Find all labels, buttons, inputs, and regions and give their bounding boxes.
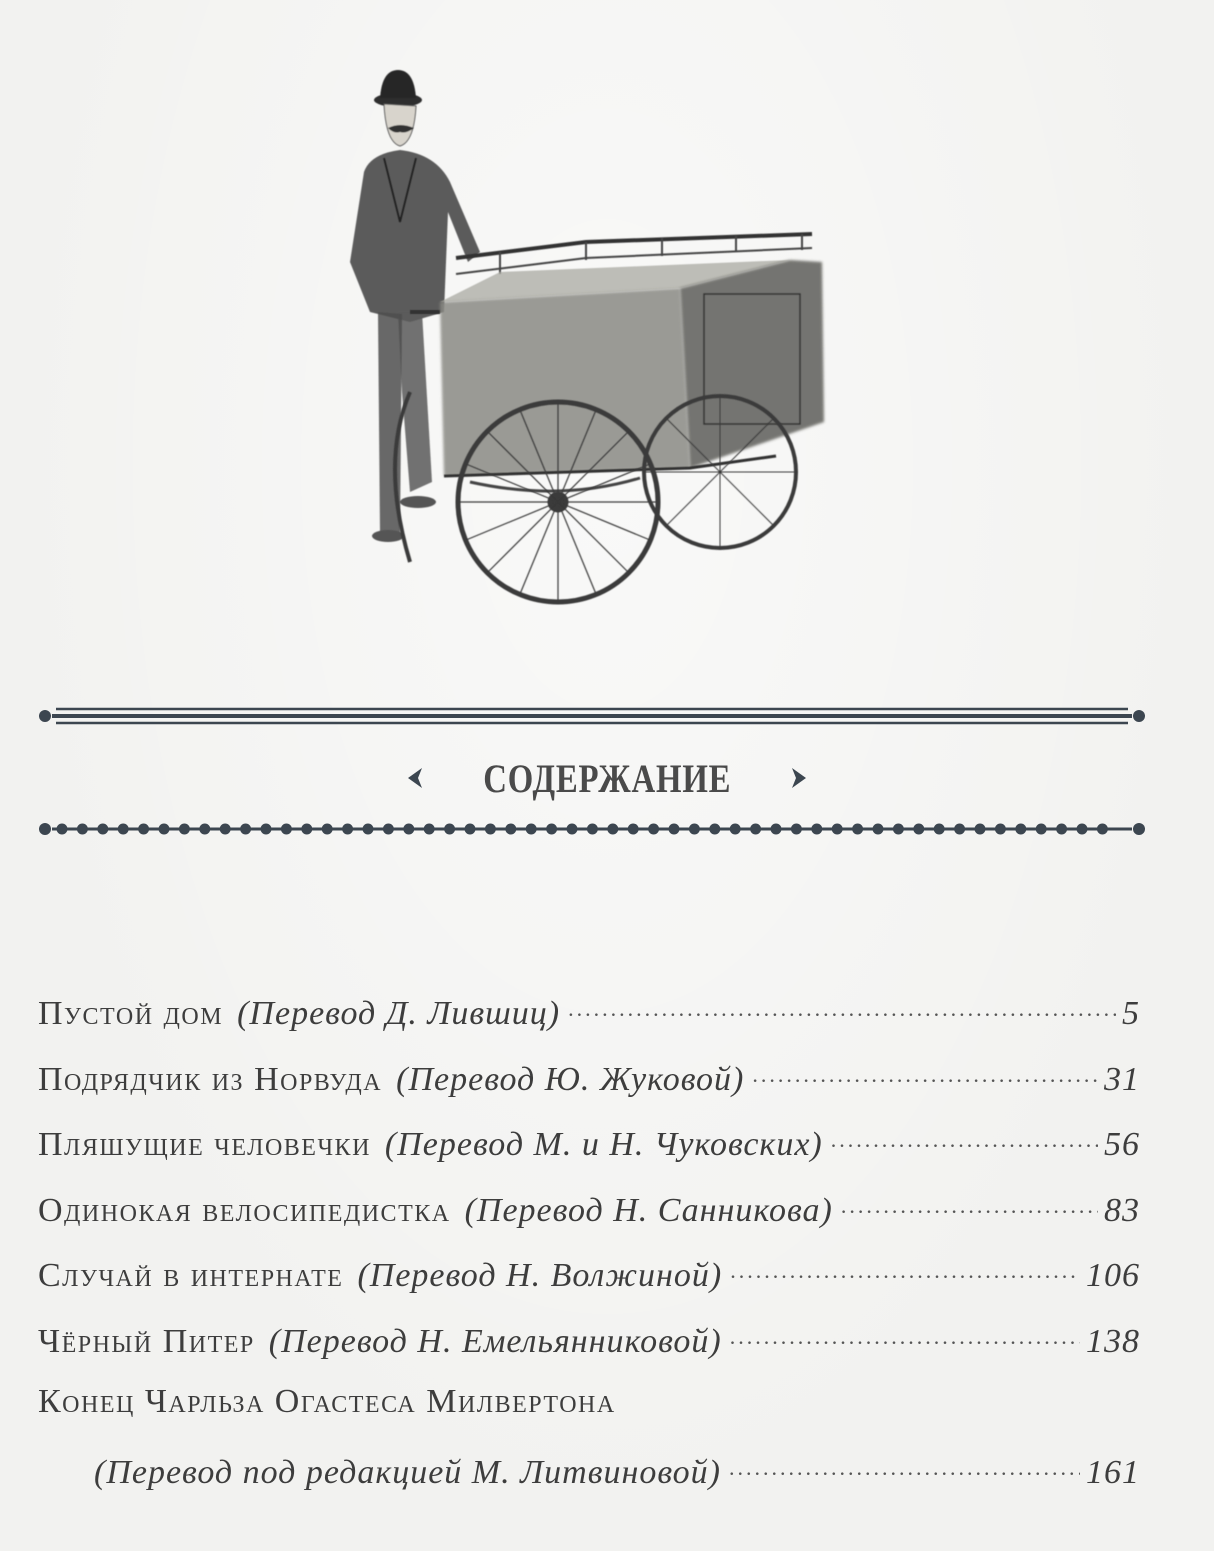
toc-entry[interactable] (38, 1318, 1140, 1384)
divider-bead (628, 824, 639, 835)
divider-bead (342, 824, 353, 835)
divider-bead (669, 824, 680, 835)
divider-bead (261, 824, 272, 835)
divider-bead (995, 824, 1006, 835)
divider-bead (465, 824, 476, 835)
divider-bead (363, 824, 374, 835)
toc-entry-title: Пляшущие человечки (38, 1126, 371, 1163)
toc-entry-translator: (Перевод под редакцией М. Литвиновой) (94, 1453, 721, 1491)
divider-bead (301, 824, 312, 835)
divider-bead (424, 824, 435, 835)
toc-entry-title: Пустой дом (38, 995, 224, 1032)
toc-leader-dots (730, 1318, 1080, 1352)
toc-entry[interactable] (38, 990, 1140, 1056)
divider-bead (240, 824, 251, 835)
table-of-contents (38, 990, 1140, 1514)
divider-bead (954, 824, 965, 835)
divider-bead (648, 824, 659, 835)
toc-entry-translator: (Перевод Ю. Жуковой) (396, 1060, 745, 1098)
divider-bead (1015, 824, 1026, 835)
divider-bead (689, 824, 700, 835)
chevron-left-icon (402, 765, 428, 791)
toc-entry-page: 83 (1104, 1191, 1140, 1229)
divider-bead (118, 824, 129, 835)
top-ornament-divider (38, 704, 1146, 728)
toc-entry-page: 31 (1104, 1060, 1140, 1098)
toc-entry-title-line[interactable] (38, 1383, 1140, 1449)
toc-leader-dots (729, 1449, 1080, 1483)
toc-entry-title: Чёрный Питер (38, 1322, 255, 1360)
toc-entry[interactable] (38, 1187, 1140, 1253)
divider-bead (832, 824, 843, 835)
divider-bead (587, 824, 598, 835)
toc-leader-dots (568, 990, 1116, 1024)
toc-entry[interactable] (38, 1121, 1140, 1187)
divider-bead (505, 824, 516, 835)
divider-bead (281, 824, 292, 835)
divider-bead (1036, 824, 1047, 835)
toc-entry-title: Одинокая велосипедистка (38, 1191, 451, 1229)
toc-leader-dots (841, 1187, 1098, 1221)
divider-bead (322, 824, 333, 835)
toc-entry-translator: (Перевод Н. Волжиной) (357, 1257, 723, 1294)
toc-leader-dots (831, 1121, 1098, 1155)
man-with-cart-illustration (340, 62, 840, 610)
divider-bead (750, 824, 761, 835)
toc-entry-translator: (Перевод Н. Емельянниковой) (268, 1322, 722, 1360)
divider-bead (383, 824, 394, 835)
divider-bead (852, 824, 863, 835)
toc-entry[interactable] (38, 1252, 1140, 1318)
divider-bead (444, 824, 455, 835)
toc-entry-translator: (Перевод Н. Санникова) (464, 1191, 833, 1229)
divider-bead (893, 824, 904, 835)
divider-bead (975, 824, 986, 835)
toc-entry-translator: (Перевод Д. Лившиц) (237, 995, 561, 1032)
divider-bead (607, 824, 618, 835)
divider-bead (1097, 824, 1108, 835)
divider-bead (485, 824, 496, 835)
toc-entry[interactable] (38, 1056, 1140, 1122)
divider-bead (220, 824, 231, 835)
bottom-ornament-divider (38, 817, 1146, 841)
divider-bead (1077, 824, 1088, 835)
toc-leader-dots (730, 1252, 1080, 1286)
divider-bead (771, 824, 782, 835)
toc-entry-page: 56 (1104, 1126, 1140, 1163)
divider-bead (138, 824, 149, 835)
divider-bead (1056, 824, 1067, 835)
contents-heading (0, 748, 1214, 808)
divider-bead (873, 824, 884, 835)
divider-bead (730, 824, 741, 835)
toc-entry-page: 161 (1086, 1453, 1140, 1491)
toc-entry-title: Конец Чарльза Огастеса Милвертона (38, 1383, 616, 1420)
toc-entry-translator: (Перевод М. и Н. Чуковских) (384, 1126, 823, 1163)
divider-bead (546, 824, 557, 835)
divider-bead (709, 824, 720, 835)
toc-entry-title: Случай в интернате (38, 1257, 344, 1294)
divider-bead (913, 824, 924, 835)
toc-entry-page: 138 (1086, 1322, 1140, 1360)
page-title: СОДЕРЖАНИЕ (482, 755, 732, 801)
divider-bead (526, 824, 537, 835)
divider-bead (77, 824, 88, 835)
divider-bead (791, 824, 802, 835)
toc-leader-dots (752, 1056, 1098, 1090)
divider-bead (179, 824, 190, 835)
chevron-right-icon (786, 765, 812, 791)
toc-entry-continuation[interactable] (38, 1449, 1140, 1515)
divider-bead (159, 824, 170, 835)
divider-bead (567, 824, 578, 835)
toc-entry-title: Подрядчик из Норвуда (38, 1060, 383, 1098)
divider-bead (97, 824, 108, 835)
toc-entry-page: 5 (1122, 995, 1140, 1032)
divider-bead (199, 824, 210, 835)
toc-entry-page: 106 (1086, 1257, 1140, 1294)
divider-bead (811, 824, 822, 835)
divider-bead (934, 824, 945, 835)
divider-bead (57, 824, 68, 835)
divider-bead (403, 824, 414, 835)
